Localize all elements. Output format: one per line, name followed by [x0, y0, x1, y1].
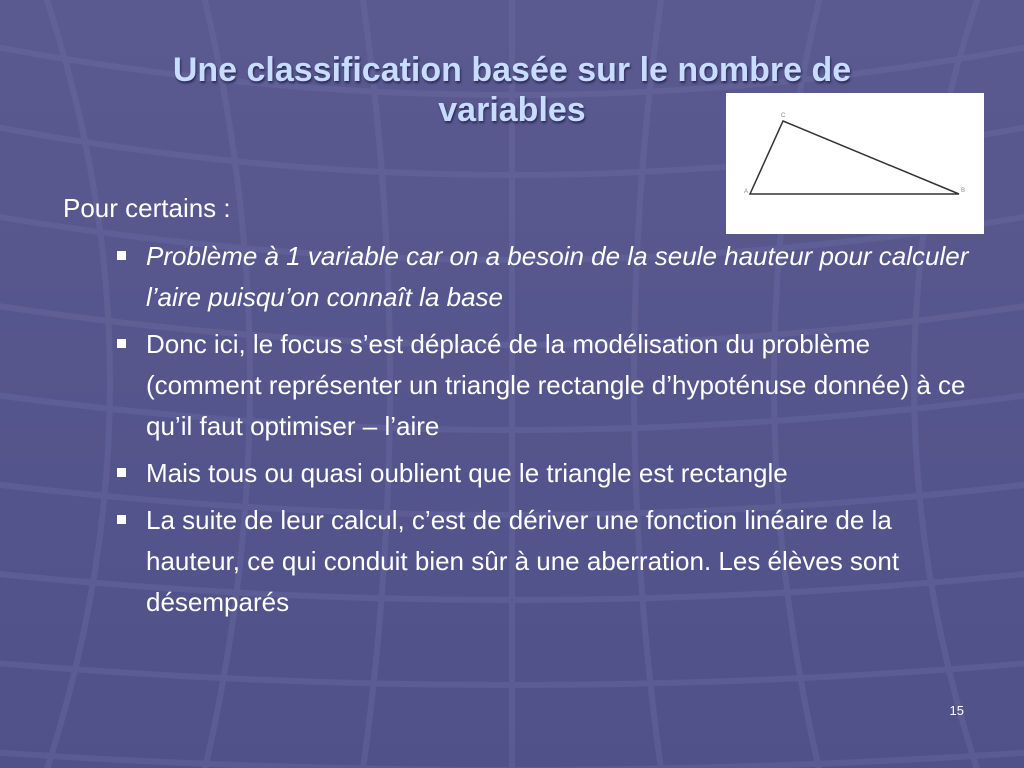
- lead-text: Pour certains :: [63, 193, 231, 223]
- slide-title-line-1: Une classification basée sur le nombre de: [172, 51, 852, 89]
- square-bullet-icon: [117, 468, 126, 477]
- square-bullet-icon: [117, 251, 126, 260]
- bullet-item: [113, 236, 973, 318]
- triangle-figure: [726, 93, 984, 234]
- page-number: 15: [949, 703, 964, 718]
- slide-title-line-2: variables: [438, 91, 586, 129]
- bullet-item: [113, 453, 973, 494]
- vertex-label-c: C: [781, 113, 786, 119]
- bullet-list: [113, 236, 973, 629]
- vertex-label-a: A: [744, 189, 749, 195]
- vertex-label-b: B: [961, 188, 966, 194]
- bullet-text: Donc ici, le focus s’est déplacé de la modélisation du problème (comment représenter un triangle rectangle d’hypoténuse donnée) à ce qu’il faut optimiser – l’aire: [146, 329, 966, 441]
- triangle-shape: [750, 121, 959, 194]
- bullet-item: [113, 324, 973, 447]
- bullet-text: Problème à 1 variable car on a besoin de la seule hauteur pour calculer l’aire puisqu’on connaît la base: [146, 241, 969, 312]
- bullet-text: Mais tous ou quasi oublient que le triangle est rectangle: [146, 458, 788, 488]
- bullet-item: [113, 500, 973, 623]
- triangle-diagram: [726, 93, 984, 234]
- square-bullet-icon: [117, 515, 126, 524]
- bullet-text: La suite de leur calcul, c’est de dériver une fonction linéaire de la hauteur, ce qui conduit bien sûr à une aberration. Les élèves sont désemparés: [146, 505, 900, 617]
- square-bullet-icon: [117, 339, 126, 348]
